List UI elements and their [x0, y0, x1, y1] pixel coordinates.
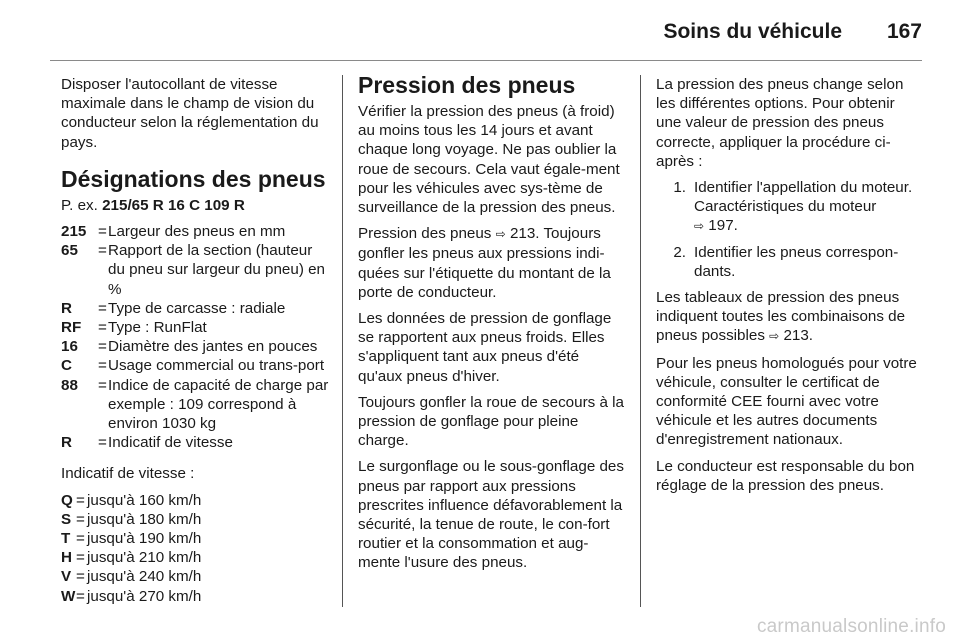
speed-text: jusqu'à 270 km/h — [87, 587, 202, 605]
speed-key: S — [61, 510, 72, 528]
speed-eq: = — [76, 491, 85, 509]
pressure-paragraph-4: Toujours gonfler la roue de secours à la pression de gonflage pour pleine charge. — [358, 393, 624, 450]
arrow-right-icon: ⇨ — [769, 329, 780, 344]
section-title-designations: Désignations des pneus — [61, 165, 326, 192]
designation-key: 65 — [61, 242, 78, 260]
page-header — [0, 0, 960, 64]
pressure-paragraph-2-text: Pression des pneus — [358, 225, 492, 243]
pressure-paragraph-5: Le surgonflage ou le sous-gonflage des pneus par rapport aux pressions prescrites influence défavorablement la sécurité, la tenue de route, le con-fort routier et la consommation et aug-mente l'usure des pneus. — [358, 458, 624, 572]
designation-eq: = — [98, 299, 107, 317]
example-code: 215/65 R 16 C 109 R — [102, 196, 245, 214]
designation-key: 16 — [61, 338, 78, 356]
options-paragraph: La pression des pneus change selon les différentes options. Pour obtenir une valeur de pression des pneus correcte, appliquer la procédure ci-après : — [656, 76, 904, 170]
page-reference-number: 213. — [783, 327, 814, 345]
example-line — [61, 196, 329, 215]
designation-eq: = — [98, 357, 107, 375]
pressure-paragraph-3: Les données de pression de gonflage se rapportent aux pneus froids. Elles s'appliquent tant aux pneus d'été qu'aux pneus d'hiver. — [358, 310, 612, 385]
column-left — [61, 75, 329, 606]
page-title: Soins du véhicule — [663, 20, 842, 43]
speed-text: jusqu'à 210 km/h — [87, 549, 202, 567]
page-reference[interactable] — [694, 217, 738, 234]
designation-key: R — [61, 434, 72, 452]
pressure-paragraph-2 — [358, 224, 626, 302]
procedure-step — [656, 243, 924, 281]
designation-text: Type : RunFlat — [108, 319, 207, 337]
speed-eq: = — [76, 510, 85, 528]
speed-text: jusqu'à 180 km/h — [87, 510, 202, 528]
section-title-pressure: Pression des pneus — [358, 72, 576, 98]
speed-text: jusqu'à 160 km/h — [87, 491, 202, 509]
procedure-step — [656, 178, 924, 237]
column-middle — [358, 72, 626, 580]
designation-eq: = — [98, 242, 107, 260]
responsibility-paragraph: Le conducteur est responsable du bon réglage de la pression des pneus. — [656, 457, 915, 494]
speed-row — [61, 529, 329, 548]
page-reference-number: 197. — [708, 217, 738, 235]
pressure-paragraph-2-rest: . Toujours gonfler les pneus aux pressions indi-quées sur l'étiquette du montant de la porte de conducteur. — [358, 225, 611, 301]
column-divider-2 — [640, 75, 641, 607]
speed-eq: = — [76, 549, 85, 567]
step-number: 2. — [673, 243, 686, 261]
arrow-right-icon: ⇨ — [495, 227, 506, 242]
designation-eq: = — [98, 338, 107, 356]
intro-paragraph: Disposer l'autocollant de vitesse maximale dans le champ de vision du conducteur selon la réglementation du pays. — [61, 76, 319, 151]
designation-row — [61, 356, 329, 375]
speed-list — [61, 491, 329, 606]
designation-key: R — [61, 299, 72, 317]
designation-eq: = — [98, 223, 107, 241]
speed-row — [61, 548, 329, 567]
pressure-paragraph-1: Vérifier la pression des pneus (à froid) au moins tous les 14 jours et avant chaque long voyage. Ne pas oublier la roue de secours. Cela vaut égale-ment pour les véhicules avec sys-tème de surveillance de la pression des pneus. — [358, 103, 620, 217]
arrow-right-icon: ⇨ — [694, 219, 705, 234]
step-text: Identifier les pneus correspon-dants. — [694, 243, 899, 280]
designation-text: Indicatif de vitesse — [108, 434, 233, 452]
designation-text: Diamètre des jantes en pouces — [108, 338, 318, 356]
designation-eq: = — [98, 319, 107, 337]
designation-row — [61, 376, 329, 434]
speed-key: H — [61, 549, 72, 567]
designation-row — [61, 222, 329, 241]
designation-key: C — [61, 357, 72, 375]
speed-key: V — [61, 568, 72, 586]
designation-text: Type de carcasse : radiale — [108, 299, 286, 317]
watermark-text: carmanualsonline.info — [756, 616, 946, 637]
designation-row — [61, 241, 329, 299]
step-text — [694, 178, 924, 237]
speed-row — [61, 567, 329, 586]
speed-text: jusqu'à 240 km/h — [87, 568, 202, 586]
page-number: 167 — [886, 20, 922, 43]
step-number: 1. — [673, 179, 686, 197]
speed-key: W — [61, 587, 76, 605]
designation-eq: = — [98, 376, 107, 394]
speed-row — [61, 491, 329, 510]
designation-eq: = — [98, 434, 107, 452]
designation-list — [61, 222, 329, 452]
speed-text: jusqu'à 190 km/h — [87, 530, 202, 548]
designation-text: Largeur des pneus en mm — [108, 223, 286, 241]
designation-text: Indice de capacité de charge par exemple : 109 correspond à environ 1030 kg — [108, 376, 329, 433]
speed-intro: Indicatif de vitesse : — [61, 465, 195, 483]
speed-row — [61, 510, 329, 529]
speed-eq: = — [76, 530, 85, 548]
designation-key: 215 — [61, 223, 87, 241]
column-divider-1 — [342, 75, 343, 607]
tables-paragraph-text: Les tableaux de pression des pneus indiquent toutes les combinaisons de pneus possibles — [656, 289, 906, 345]
speed-row — [61, 587, 329, 606]
homologation-paragraph: Pour les pneus homologués pour votre véhicule, consulter le certificat de conformité CEE fourni avec votre véhicule et les autres documents d'enregistrement nationaux. — [656, 354, 917, 449]
designation-key: RF — [61, 319, 82, 337]
page-reference[interactable] — [496, 225, 536, 242]
speed-eq: = — [76, 587, 85, 605]
designation-row — [61, 433, 329, 452]
page-reference[interactable] — [769, 327, 813, 344]
procedure-steps — [656, 178, 924, 281]
header-divider — [50, 60, 922, 61]
designation-text: Usage commercial ou trans-port — [108, 357, 325, 375]
designation-row — [61, 337, 329, 356]
designation-row — [61, 299, 329, 318]
speed-key: Q — [61, 491, 73, 509]
designation-text: Rapport de la section (hauteur du pneu sur largeur du pneu) en % — [108, 242, 326, 298]
speed-key: T — [61, 530, 71, 548]
speed-eq: = — [76, 568, 85, 586]
column-right — [656, 75, 924, 502]
designation-key: 88 — [61, 376, 78, 394]
example-prefix: P. ex. — [61, 196, 98, 214]
tables-paragraph — [656, 288, 924, 347]
designation-row — [61, 318, 329, 337]
page-reference-number: 213 — [509, 225, 536, 243]
step-text-content: Identifier l'appellation du moteur. Caractéristiques du moteur — [694, 179, 913, 216]
